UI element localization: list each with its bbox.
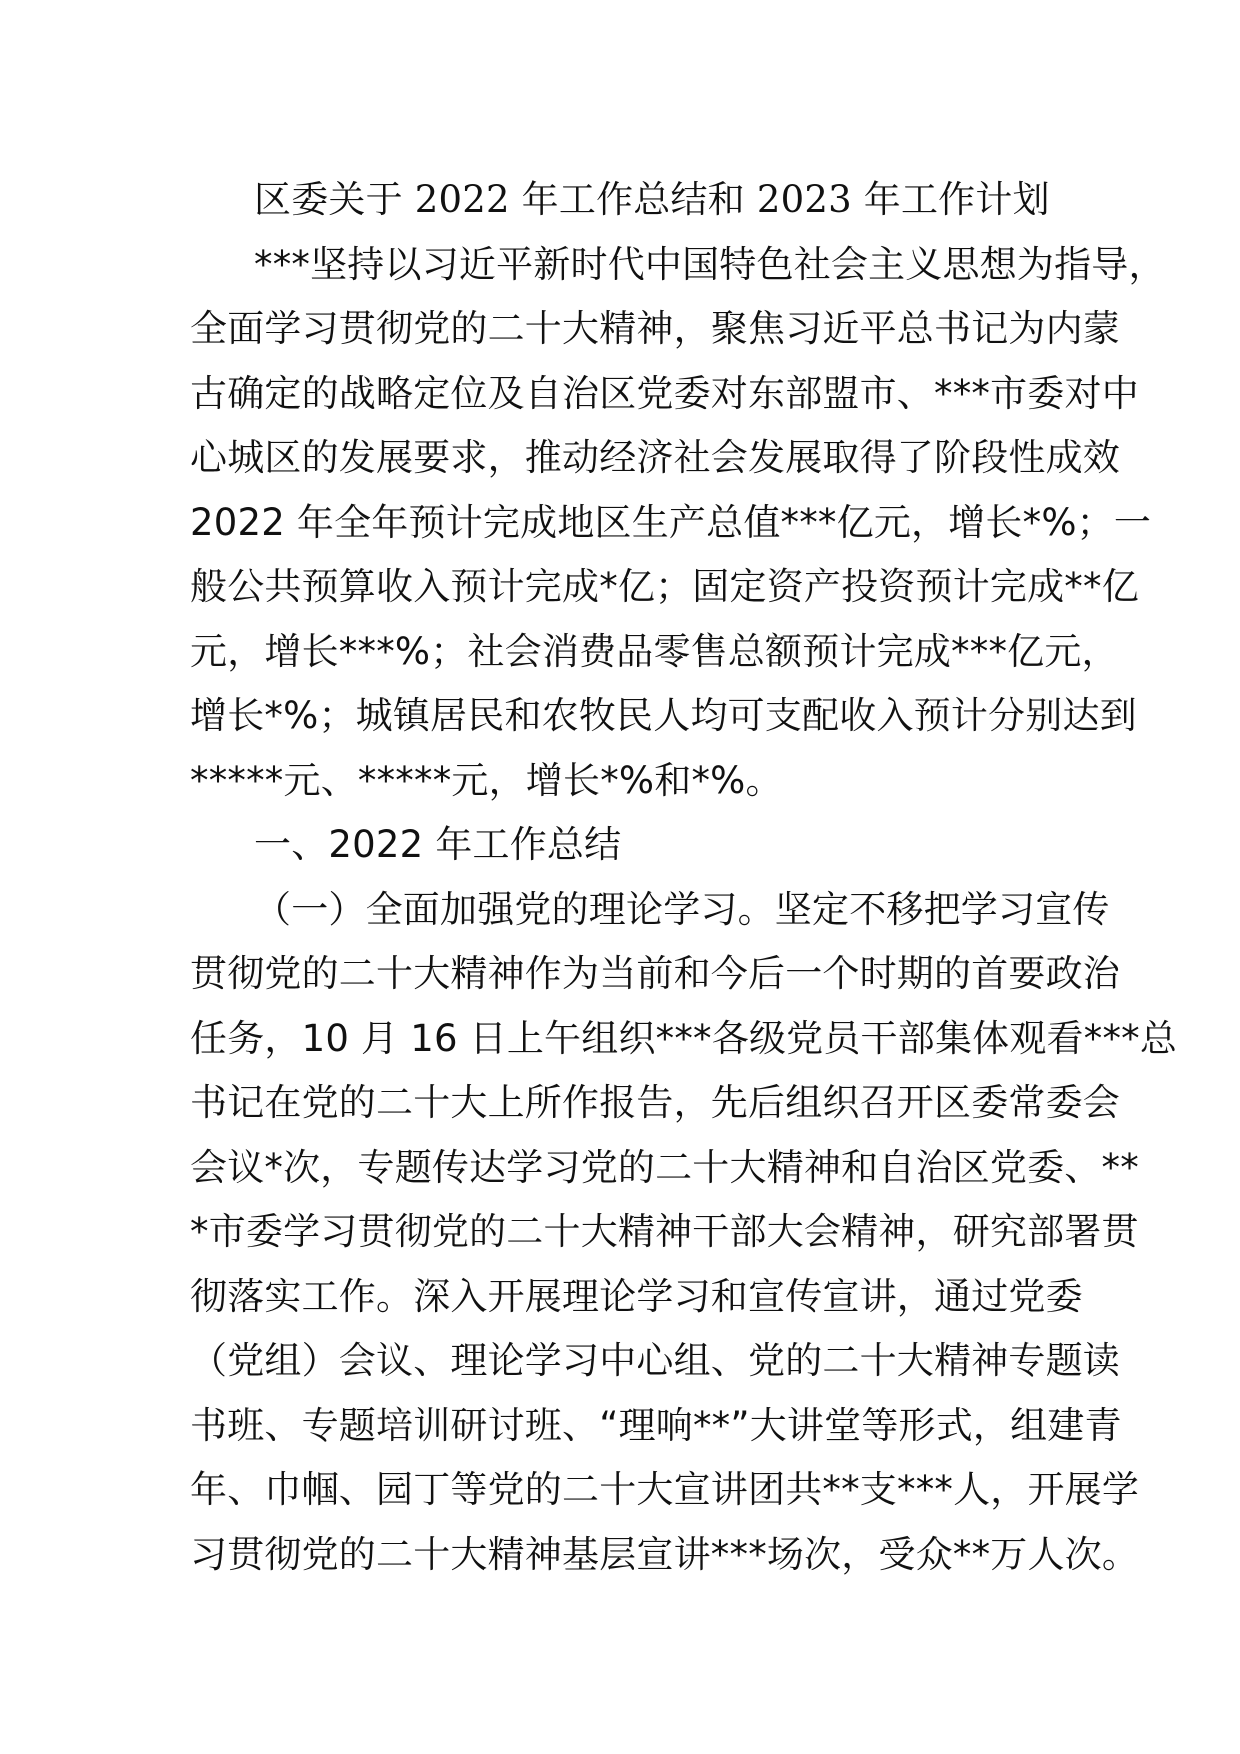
document-title: 区委关于 2022 年工作总结和 2023 年工作计划 [254,178,1050,221]
paragraph-line: 会议*次，专题传达学习党的二十大精神和自治区党委、** [190,1145,1139,1189]
paragraph-line: 增长*%；城镇居民和农牧民人均可支配收入预计分别达到 [190,694,1137,737]
paragraph-line: 任务，10 月 16 日上午组织***各级党员干部集体观看***总 [190,1016,1178,1060]
paragraph-line: 习贯彻党的二十大精神基层宣讲***场次，受众**万人次。 [190,1532,1140,1576]
paragraph-line: 彻落实工作。深入开展理论学习和宣传宣讲，通过党委 [190,1274,1083,1318]
section-heading: 一、2022 年工作总结 [254,823,622,866]
paragraph-line: ***坚持以习近平新时代中国特色社会主义思想为指导， [254,242,1166,286]
paragraph-line: 贯彻党的二十大精神作为当前和今后一个时期的首要政治 [190,952,1120,995]
paragraph-line: 元，增长***%；社会消费品零售总额预计完成***亿元， [190,629,1119,673]
subsection-line: （一）全面加强党的理论学习。坚定不移把学习宣传 [254,887,1110,931]
paragraph-line: 全面学习贯彻党的二十大精神，聚焦习近平总书记为内蒙 [190,307,1120,350]
paragraph-line: 书班、专题培训研讨班、“理响**”大讲堂等形式，组建青 [190,1403,1122,1447]
paragraph-line: *市委学习贯彻党的二十大精神干部大会精神，研究部署贯 [190,1210,1139,1253]
paragraph-line: 年、巾帼、园丁等党的二十大宣讲团共**支***人，开展学 [190,1468,1140,1511]
paragraph-line: （党组）会议、理论学习中心组、党的二十大精神专题读 [190,1339,1120,1382]
paragraph-line: *****元、*****元，增长*%和*%。 [190,758,783,802]
paragraph-line: 心城区的发展要求，推动经济社会发展取得了阶段性成效 [190,436,1120,479]
paragraph-line: 2022 年全年预计完成地区生产总值***亿元，增长*%；一 [190,500,1152,544]
paragraph-line: 书记在党的二十大上所作报告，先后组织召开区委常委会 [190,1081,1120,1124]
document-body [190,168,1178,1587]
paragraph-line: 古确定的战略定位及自治区党委对东部盟市、***市委对中 [190,371,1139,415]
paragraph-line: 般公共预算收入预计完成*亿；固定资产投资预计完成**亿 [190,565,1139,608]
